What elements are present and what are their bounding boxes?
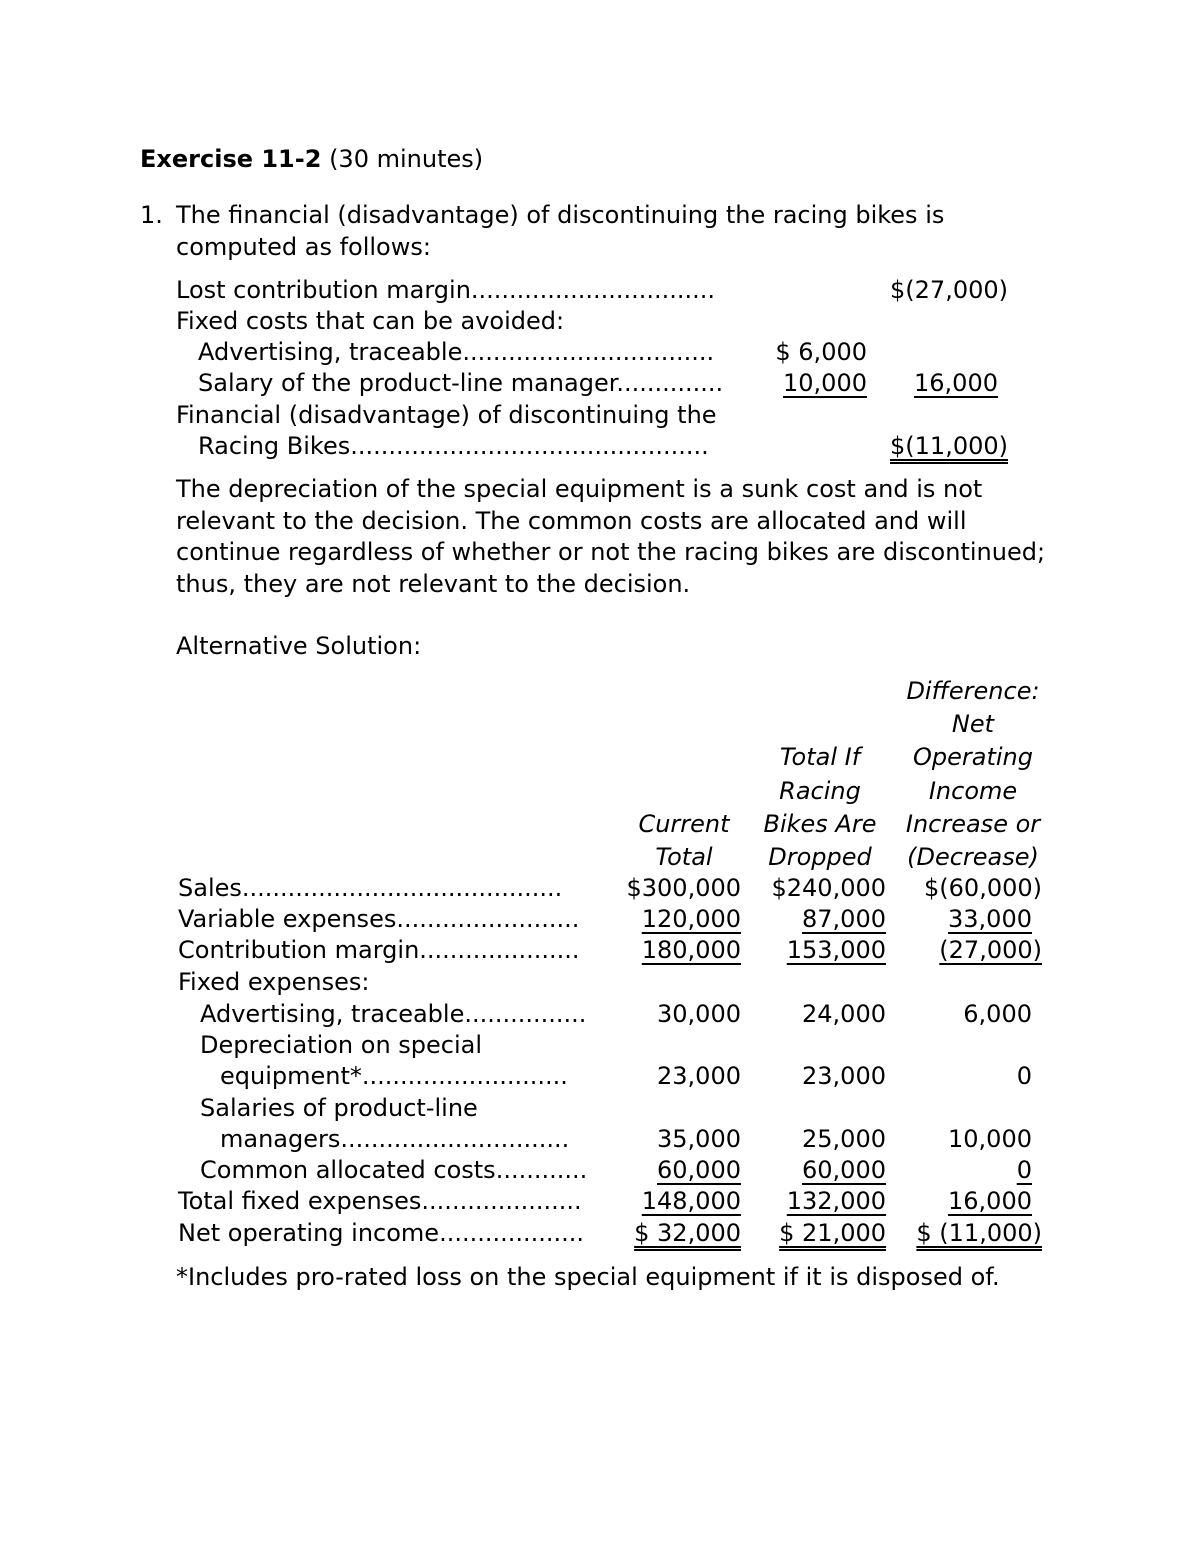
row-common-label: Common allocated costs............: [200, 1156, 588, 1184]
header-dropped-2: Racing: [779, 777, 861, 805]
row-variable-dropped-text: 87,000: [802, 905, 886, 933]
salary-avoid-value-text: 10,000: [783, 369, 867, 397]
row-common-diff-text: 0: [1016, 1156, 1032, 1184]
header-diff-4: Income: [928, 777, 1018, 805]
explanation-line4: thus, they are not relevant to the decision.: [176, 570, 691, 598]
row-sales-diff: $(60,000): [924, 874, 1042, 902]
row-contribution-label: Contribution margin.....................: [178, 936, 580, 964]
salary-avoid-total: [888, 371, 998, 395]
row-variable-current: [600, 907, 741, 931]
exercise-heading: [140, 147, 483, 171]
row-total-fixed-current: [600, 1189, 741, 1213]
row-common-current: [600, 1158, 741, 1182]
row-variable-diff: [890, 907, 1032, 931]
row-common-current-text: 60,000: [657, 1156, 741, 1184]
row-fixed-header: Fixed expenses:: [178, 968, 370, 996]
row-salaries-label-1: Salaries of product-line: [200, 1094, 478, 1122]
header-diff-1: Difference:: [906, 677, 1040, 705]
row-contribution-diff: [890, 938, 1042, 962]
row-net-income-dropped-text: $ 21,000: [779, 1219, 886, 1247]
header-diff-2: Net: [951, 710, 995, 738]
row-depreciation-current: 23,000: [657, 1062, 741, 1090]
row-net-income-diff-text: $ (11,000): [916, 1219, 1042, 1247]
footnote: *Includes pro-rated loss on the special equipment if it is disposed of.: [176, 1263, 1000, 1291]
row-total-fixed-diff-text: 16,000: [948, 1187, 1032, 1215]
item-text-line2: computed as follows:: [176, 233, 431, 261]
lost-cm-value: $(27,000): [890, 276, 1008, 304]
row-variable-diff-text: 33,000: [948, 905, 1032, 933]
row-net-income-current-text: $ 32,000: [634, 1219, 741, 1247]
item-number: 1.: [140, 201, 163, 229]
row-variable-current-text: 120,000: [641, 905, 741, 933]
explanation-line1: The depreciation of the special equipment is a sunk cost and is not: [176, 475, 983, 503]
financial-label-line1: Financial (disadvantage) of discontinuing the: [176, 401, 717, 429]
row-salaries-dropped: 25,000: [802, 1125, 886, 1153]
row-contribution-diff-text: (27,000): [939, 936, 1042, 964]
row-sales-current: $300,000: [626, 874, 741, 902]
header-diff-3: Operating: [913, 743, 1033, 771]
financial-value: [860, 434, 1008, 458]
row-salaries-label-2: managers..............................: [220, 1125, 570, 1153]
alternative-title: Alternative Solution:: [176, 632, 422, 660]
row-contribution-current: [600, 938, 741, 962]
header-diff-6: (Decrease): [907, 843, 1039, 871]
exercise-time: (30 minutes): [329, 145, 484, 173]
row-depreciation-dropped: 23,000: [802, 1062, 886, 1090]
salary-avoid-total-text: 16,000: [914, 369, 998, 397]
row-depreciation-diff: 0: [1016, 1062, 1032, 1090]
item-text-line1: The financial (disadvantage) of discontinuing the racing bikes is: [176, 201, 945, 229]
row-common-dropped-text: 60,000: [802, 1156, 886, 1184]
advertising-avoid-value: $ 6,000: [775, 338, 867, 366]
row-total-fixed-current-text: 148,000: [641, 1187, 741, 1215]
row-advertising-dropped: 24,000: [802, 1000, 886, 1028]
row-total-fixed-label: Total fixed expenses.....................: [178, 1187, 582, 1215]
header-dropped-1: Total If: [779, 743, 861, 771]
header-current-1: Current: [638, 810, 730, 838]
salary-avoid-label: Salary of the product-line manager..............: [198, 369, 724, 397]
row-advertising-label: Advertising, traceable................: [200, 1000, 587, 1028]
row-advertising-current: 30,000: [657, 1000, 741, 1028]
row-sales-label: Sales..........................................: [178, 874, 563, 902]
row-total-fixed-dropped-text: 132,000: [786, 1187, 886, 1215]
row-variable-label: Variable expenses........................: [178, 905, 580, 933]
row-contribution-dropped-text: 153,000: [786, 936, 886, 964]
row-sales-dropped: $240,000: [771, 874, 886, 902]
row-depreciation-label-1: Depreciation on special: [200, 1031, 483, 1059]
explanation-line3: continue regardless of whether or not the racing bikes are discontinued;: [176, 538, 1046, 566]
lost-cm-label: Lost contribution margin................................: [176, 276, 716, 304]
exercise-title: Exercise 11-2: [140, 145, 322, 173]
header-dropped-3: Bikes Are: [763, 810, 877, 838]
row-salaries-current: 35,000: [657, 1125, 741, 1153]
header-diff-5: Increase or: [905, 810, 1041, 838]
row-variable-dropped: [746, 907, 886, 931]
row-net-income-current: [600, 1221, 741, 1245]
row-total-fixed-diff: [890, 1189, 1032, 1213]
explanation-line2: relevant to the decision. The common costs are allocated and will: [176, 507, 967, 535]
row-advertising-diff: 6,000: [963, 1000, 1032, 1028]
header-current-2: Total: [655, 843, 713, 871]
row-common-diff: [890, 1158, 1032, 1182]
row-depreciation-label-2: equipment*...........................: [220, 1062, 568, 1090]
row-contribution-dropped: [746, 938, 886, 962]
header-dropped-4: Dropped: [768, 843, 872, 871]
row-common-dropped: [746, 1158, 886, 1182]
advertising-avoid-label: Advertising, traceable.................................: [198, 338, 715, 366]
row-net-income-dropped: [746, 1221, 886, 1245]
row-total-fixed-dropped: [746, 1189, 886, 1213]
salary-avoid-value: [774, 371, 867, 395]
financial-value-text: $(11,000): [890, 432, 1008, 460]
row-salaries-diff: 10,000: [948, 1125, 1032, 1153]
row-net-income-diff: [890, 1221, 1042, 1245]
financial-label-line2: Racing Bikes...............................................: [198, 432, 709, 460]
fixed-avoid-label: Fixed costs that can be avoided:: [176, 307, 565, 335]
row-net-income-label: Net operating income...................: [178, 1219, 585, 1247]
row-contribution-current-text: 180,000: [641, 936, 741, 964]
